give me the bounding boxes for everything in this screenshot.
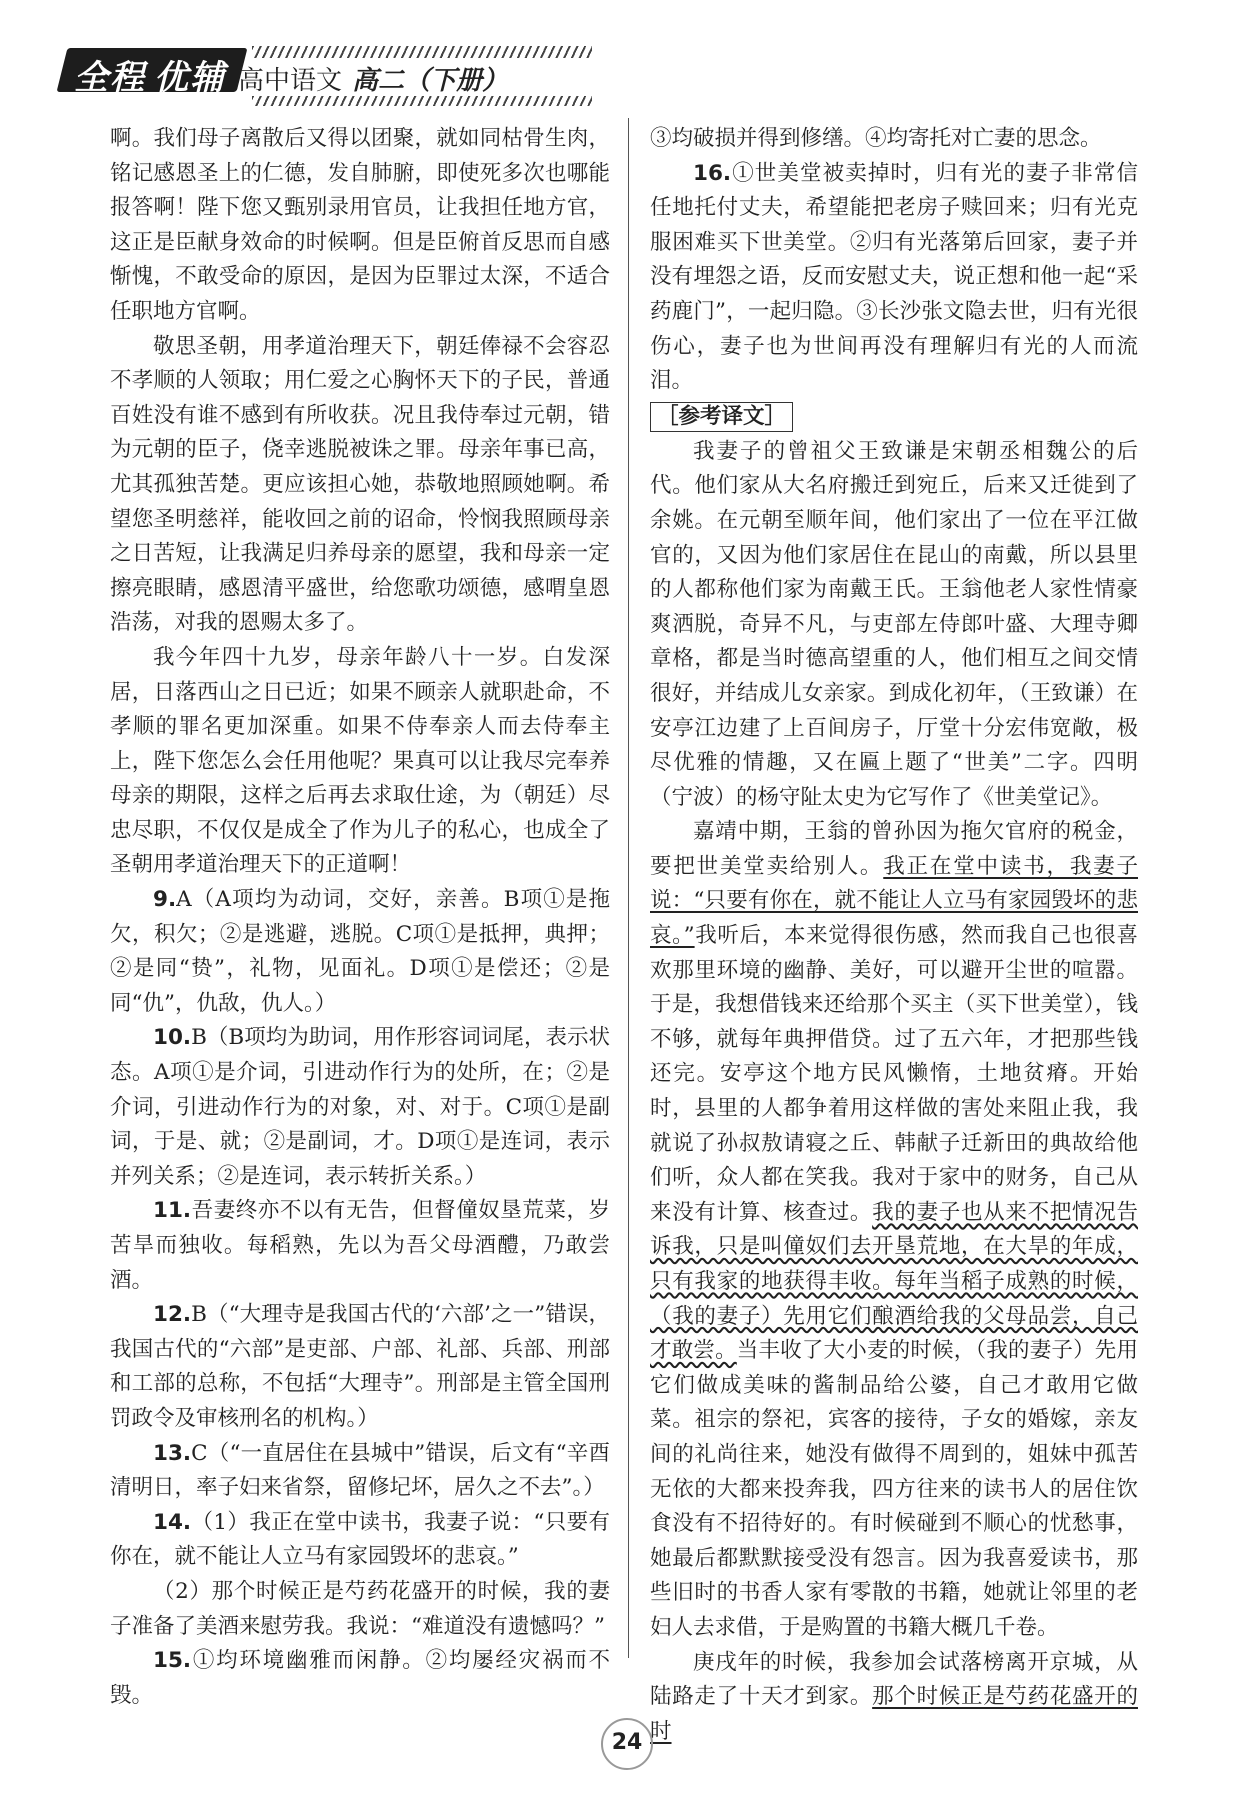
text-run: 我听后，本来觉得很伤感，然而我自己也很喜欢那里环境的幽静、美好，可以避开尘世的喧嚣。于是，我想借钱来还给那个买主（买下世美堂），钱不够，就每年典押借贷。过了五六年，才把那些钱还完。安亭这个地方民风懒惰，土地贫瘠。开始时，县里的人都争着用这样做的害处来阻止我，我就说了孙叔敖请寝之丘、韩献子迁新田的典故给他们听，众人都在笑我。我对于家中的财务，自己从来没有计算、核查过。: [650, 923, 1138, 1225]
left-column: [110, 122, 610, 1713]
question-number: 11.: [153, 1198, 192, 1224]
subject-text: 高中语文: [238, 66, 343, 96]
answer-14: [110, 1506, 610, 1575]
translation-paragraph: [650, 815, 1138, 1645]
question-number: 16.: [693, 160, 732, 186]
answer-14-part2: （2）那个时候正是芍药花盛开的时候，我的妻子准备了美酒来慰劳我。我说：“难道没有遗憾吗？”: [110, 1578, 610, 1639]
text-run: 当丰收了大小麦的时候，（我的妻子）先用它们做成美味的酱制品给公婆，自己才敢用它做菜。祖宗的祭祀，宾客的接待，子女的婚嫁，亲友间的礼尚往来，她没有做得不周到的，姐妹中孤苦无依的大都来投奔我，四方往来的读书人的居住饮食没有不招待好的。有时候碰到不顺心的忧愁事，她最后都默默接受没有怨言。因为我喜爱读书，那些旧时的书香人家有零散的书籍，她就让邻里的老妇人去求借，于是购置的书籍大概几千卷。: [650, 1338, 1138, 1640]
answer-9: [110, 883, 610, 1021]
answer-15: [110, 1644, 610, 1713]
answer-text: B（B项均为助词，用作形容词词尾，表示状态。A项①是介词，引进动作行为的处所，在；②是介词，引进动作行为的对象，对、对于。C项①是副词，于是、就；②是副词，才。D项①是连词，表示并列关系；②是连词，表示转折关系。）: [110, 1025, 610, 1189]
answer-10: [110, 1021, 610, 1194]
header-hatch-top: [252, 46, 592, 58]
translation-paragraph: [650, 1646, 1138, 1750]
question-number: 10.: [153, 1025, 192, 1051]
wavy-underlined-sentence: 我的妻子也从来不把情况告诉我，只是叫僮奴们去开垦荒地，在大旱的年成，只有我家的地获得丰收。每年当稻子成熟的时候，（我的妻子）先用它们酿酒给我的父母品尝，自己才敢尝。: [650, 1199, 1138, 1364]
translation-paragraph: 我妻子的曾祖父王致谦是宋朝丞相魏公的后代。他们家从大名府搬迁到宛丘，后来又迁徙到了余姚。在元朝至顺年间，他们家出了一位在平江做官的，又因为他们家居住在昆山的南戴，所以县里的人都称他们家为南戴王氏。王翁他老人家性情豪爽洒脱，奇异不凡，与吏部左侍郎叶盛、大理寺卿章格，都是当时德高望重的人，他们相互之间交情很好，并结成儿女亲家。到成化初年，（王致谦）在安亭江边建了上百间房子，厅堂十分宏伟宽敞，极尽优雅的情趣，又在匾上题了“世美”二字。四明（宁波）的杨守阯太史为它写作了《世美堂记》。: [650, 438, 1138, 810]
answer-text: （1）我正在堂中读书，我妻子说：“只要有你在，就不能让人立马有家园毁坏的悲哀。”: [110, 1509, 610, 1570]
answer-11: [110, 1194, 610, 1298]
translation-paragraph: 啊。我们母子离散后又得以团聚，就如同枯骨生肉，铭记感恩圣上的仁德，发自肺腑，即使死多次也哪能报答啊！陛下您又甄别录用官员，让我担任地方官，这正是臣献身效命的时候啊。但是臣俯首反思而自感惭愧，不敢受命的原因，是因为臣罪过太深，不适合任职地方官啊。: [110, 126, 610, 324]
underlined-sentence: 我正在堂中读书，我妻子说：“只要有你在，就不能让人立马有家园毁坏的悲哀。”: [650, 853, 1138, 949]
question-number: 14.: [153, 1509, 192, 1535]
answer-15-continued: ③均破损并得到修缮。④均寄托对亡妻的思念。: [650, 126, 1102, 151]
answer-text: C（“一直居住在县城中”错误，后文有“辛酉清明日，率子妇来省祭，留修圮坏，居久之不去”。）: [110, 1440, 610, 1501]
text-run: 庚戌年的时候，我参加会试落榜离开京城，从陆路走了十天才到家。: [650, 1649, 1138, 1710]
grade-text: 高二（下册）: [352, 66, 509, 96]
brand-logo: [74, 50, 226, 99]
answer-12: [110, 1298, 610, 1436]
brand-left: 全程: [74, 58, 146, 98]
translation-paragraph: 敬思圣朝，用孝道治理天下，朝廷俸禄不会容忍不孝顺的人领取；用仁爱之心胸怀天下的子民，普通百姓没有谁不感到有所收获。况且我侍奉过元朝，错为元朝的臣子，侥幸逃脱被诛之罪。母亲年事已高，尤其孤独苦楚。更应该担心她，恭敬地照顾她啊。希望您圣明慈祥，能收回之前的诏命，怜悯我照顾母亲之日苦短，让我满足归养母亲的愿望，我和母亲一定擦亮眼睛，感恩清平盛世，给您歌功颂德，感喟皇恩浩荡，对我的恩赐太多了。: [110, 333, 610, 636]
answer-13: [110, 1437, 610, 1506]
underlined-sentence: 那个时候正是芍药花盛开的时: [650, 1684, 1138, 1744]
answer-text: ①均环境幽雅而闲静。②均屡经灾祸而不毁。: [110, 1648, 610, 1708]
answer-16: [650, 157, 1138, 399]
book-subject: [238, 60, 508, 97]
question-number: 9.: [153, 887, 177, 913]
reference-translation-title: ［参考译文］: [650, 402, 793, 432]
brand-right: 优辅: [154, 58, 226, 98]
answer-text: B（“大理寺是我国古代的‘六部’之一”错误，我国古代的“六部”是吏部、户部、礼部、兵部、刑部和工部的总称，不包括“大理寺”。刑部是主管全国刑罚政令及审核刑名的机构。）: [110, 1302, 610, 1431]
header-hatch-bottom: [252, 96, 592, 106]
question-number: 15.: [153, 1648, 192, 1674]
translation-paragraph: 我今年四十九岁，母亲年龄八十一岁。白发深居，日落西山之日已近；如果不顾亲人就职赴命，不孝顺的罪名更加深重。如果不侍奉亲人而去侍奉主上，陛下您怎么会任用他呢？果真可以让我尽完奉养母亲的期限，这样之后再去求取仕途，为（朝廷）尽忠尽职，不仅仅是成全了作为儿子的私心，也成全了圣朝用孝道治理天下的正道啊！: [110, 644, 610, 878]
answer-text: ①世美堂被卖掉时，归有光的妻子非常信任地托付丈夫，希望能把老房子赎回来；归有光克服困难买下世美堂。②归有光落第后回家，妻子并没有埋怨之语，反而安慰丈夫，说正想和他一起“采药鹿门”，一起归隐。③长沙张文隐去世，归有光很伤心，妻子也为世间再没有理解归有光的人而流泪。: [650, 160, 1138, 394]
section-heading: [650, 399, 1138, 435]
right-column: [650, 122, 1138, 1749]
column-divider: [628, 118, 629, 1658]
page-number: 24: [601, 1718, 653, 1770]
answer-text: A（A项均为动词，交好，亲善。B项①是拖欠，积欠；②是逃避，逃脱。C项①是抵押，典押；②是同“贽”，礼物，见面礼。D项①是偿还；②是同“仇”，仇敌，仇人。）: [110, 887, 610, 1016]
text-run: 嘉靖中期，王翁的曾孙因为拖欠官府的税金，要把世美堂卖给别人。: [650, 819, 1138, 879]
question-number: 13.: [153, 1440, 192, 1466]
question-number: 12.: [153, 1302, 192, 1328]
page-header: [62, 40, 532, 102]
answer-text: 吾妻终亦不以有无告，但督僮奴垦荒菜，岁苦旱而独收。每稻熟，先以为吾父母酒醴，乃敢尝酒。: [110, 1198, 610, 1293]
